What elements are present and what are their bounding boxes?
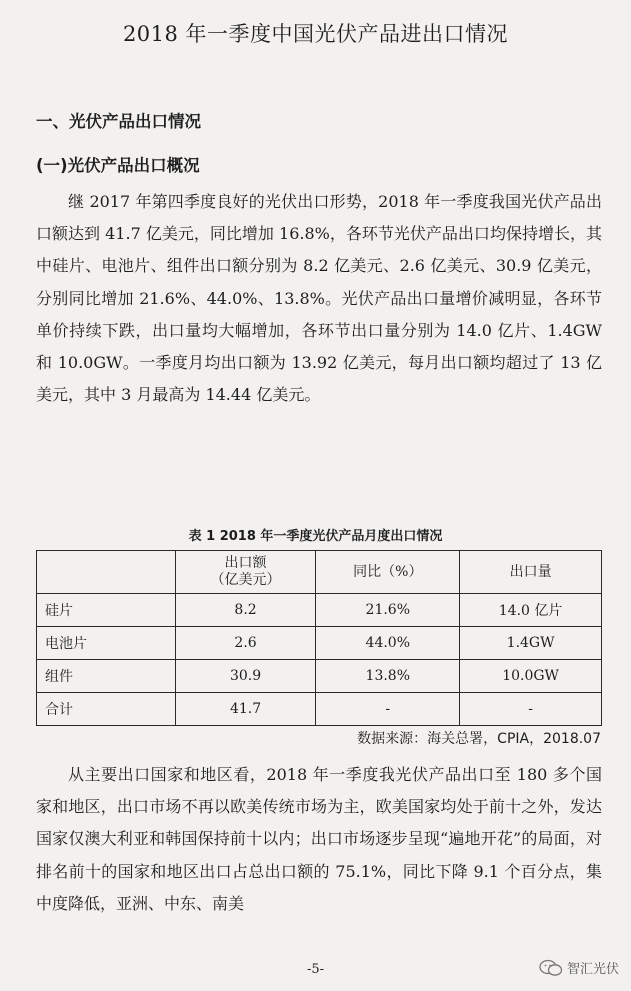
header-cell: 同比（%）: [316, 551, 460, 594]
export-table: [36, 550, 602, 726]
table-cell: 41.7: [175, 693, 316, 726]
watermark: [539, 958, 619, 977]
row-label: 电池片: [37, 627, 176, 660]
section-heading: 一、光伏产品出口情况: [36, 112, 201, 131]
header-cell: [37, 551, 176, 594]
wechat-icon: [539, 959, 563, 977]
table-cell: 44.0%: [316, 627, 460, 660]
table-cell: 10.0GW: [460, 660, 602, 693]
row-label: 硅片: [37, 594, 176, 627]
table-row: [37, 594, 602, 627]
row-label: 合计: [37, 693, 176, 726]
table-cell: 8.2: [175, 594, 316, 627]
table-cell: 2.6: [175, 627, 316, 660]
table-row: [37, 627, 602, 660]
table-cell: -: [460, 693, 602, 726]
table-caption: 表 1 2018 年一季度光伏产品月度出口情况: [188, 529, 443, 544]
table-cell: 30.9: [175, 660, 316, 693]
header-cell: 出口量: [460, 551, 602, 594]
table-cell: -: [316, 693, 460, 726]
table-cell: 14.0 亿片: [460, 594, 602, 627]
page-number: -5-: [306, 962, 325, 977]
document-title: 2018 年一季度中国光伏产品进出口情况: [122, 22, 509, 46]
watermark-text: 智汇光伏: [566, 962, 619, 977]
data-source-note: 数据来源：海关总署，CPIA，2018.07: [357, 731, 601, 747]
subsection-heading: (一)光伏产品出口概况: [36, 156, 200, 175]
table-cell: 13.8%: [316, 660, 460, 693]
table-cell: 21.6%: [316, 594, 460, 627]
table-header-row: [37, 551, 602, 594]
paragraph-export-overview: 继 2017 年第四季度良好的光伏出口形势，2018 年一季度我国光伏产品出口额达到 41.7 亿美元，同比增加 16.8%，各环节光伏产品出口均保持增长，其中硅片、电池片、组件出口额分别为 8.2 亿美元、2.6 亿美元、30.9 亿美元，分别同比增加 21.6%、44.0%、13.8%。光伏产品出口量增价减明显，各环节单价持续下跌，出口量均大幅增加，各环节出口量分别为 14.0 亿片、1.4GW 和 10.0GW。一季度月均出口额为 13.92 亿美元，每月出口额均超过了 13 亿美元，其中 3 月最高为 14.44 亿美元。: [36, 192, 602, 405]
table-cell: 1.4GW: [460, 627, 602, 660]
row-label: 组件: [37, 660, 176, 693]
table-row: [37, 660, 602, 693]
header-cell: 出口额 （亿美元）: [175, 551, 316, 594]
paragraph-export-markets: 从主要出口国家和地区看，2018 年一季度我光伏产品出口至 180 多个国家和地区，出口市场不再以欧美传统市场为主，欧美国家均处于前十之外，发达国家仅澳大利亚和韩国保持前十以内；出口市场逐步呈现“遍地开花”的局面，对排名前十的国家和地区出口占总出口额的 75.1%，同比下降 9.1 个百分点，集中度降低，亚洲、中东、南美: [36, 765, 602, 913]
table-row: [37, 693, 602, 726]
